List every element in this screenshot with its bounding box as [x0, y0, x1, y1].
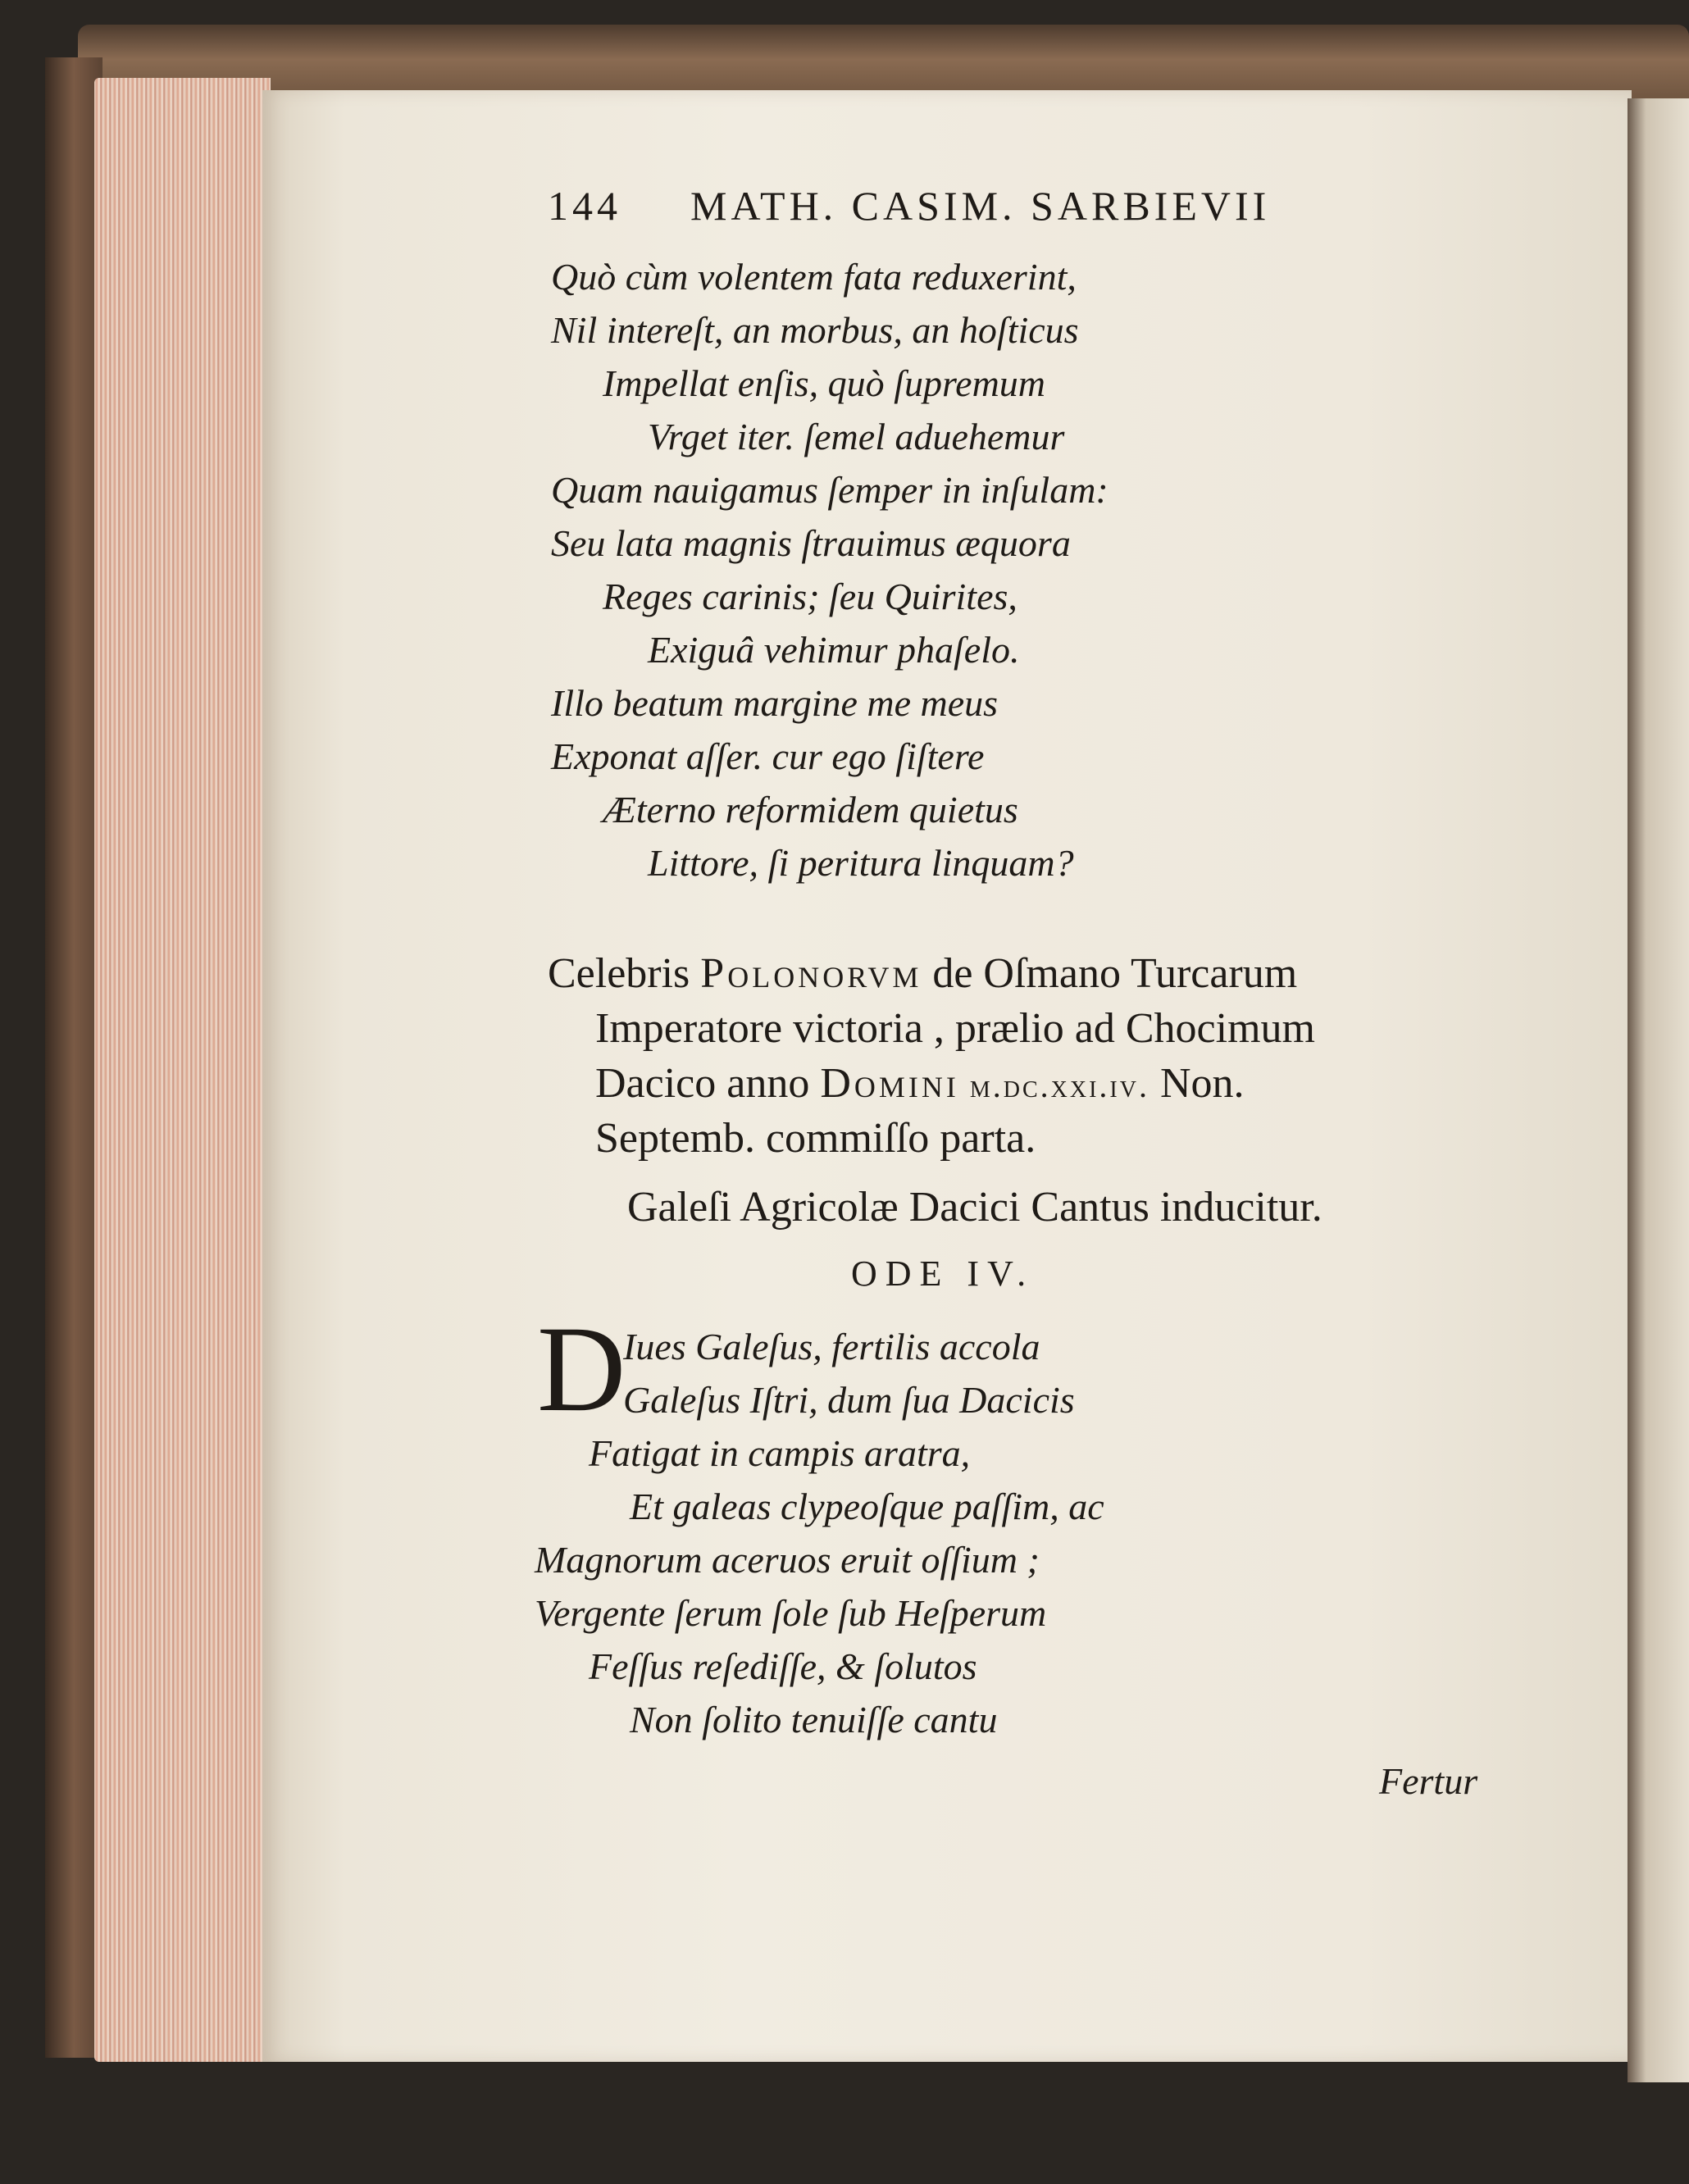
ode-subtitle: Galeſi Agricolæ Dacici Cantus inducitur.: [627, 1184, 1323, 1231]
ode-line: Feſſus reſediſſe, & ſolutos: [589, 1645, 977, 1687]
ode-line: Galeſus Iſtri, dum ſua Dacicis: [623, 1379, 1075, 1421]
verse-line: Æterno reformidem quietus: [603, 789, 1018, 830]
ode-line: Magnorum aceruos eruit oſſium ;: [535, 1539, 1040, 1581]
page-edges: [94, 78, 271, 2062]
title-date: m.dc.xxi.iv.: [958, 1067, 1150, 1104]
ode-line: Iues Galeſus, fertilis accola: [623, 1326, 1040, 1367]
verse-line: Exponat aſſer. cur ego ſiſtere: [551, 735, 985, 777]
ode-label: ODE IV.: [851, 1254, 1035, 1294]
ode-line: Et galeas clypeoſque paſſim, ac: [630, 1486, 1104, 1527]
verse-line: Impellat enſis, quò ſupremum: [603, 362, 1046, 404]
verse-line: Vrget iter. ſemel aduehemur: [648, 416, 1065, 457]
verse-line: Exiguâ vehimur phaſelo.: [648, 629, 1020, 671]
title-text: Dacico anno: [595, 1060, 821, 1107]
ode-title-line-4: Septemb. commiſſo parta.: [595, 1115, 1036, 1162]
verse-line: Nil intereſt, an morbus, an hoſticus: [551, 309, 1079, 351]
title-smallcaps: Domini: [820, 1060, 959, 1107]
ode-line: Fatigat in campis aratra,: [589, 1432, 971, 1474]
page-number: 144: [548, 183, 621, 229]
ode-title-line-1: [548, 947, 1297, 1001]
catchword: Fertur: [1379, 1760, 1478, 1802]
verse-line: Illo beatum margine me meus: [551, 682, 999, 724]
verse-line: Reges carinis; ſeu Quirites,: [603, 576, 1017, 617]
ode-title-line-3: [595, 1057, 1245, 1113]
drop-cap: D: [537, 1301, 626, 1437]
verse-line: Quam nauigamus ſemper in inſulam:: [551, 469, 1109, 511]
verse-line: Seu lata magnis ſtrauimus æquora: [551, 522, 1071, 564]
ode-line: Non ſolito tenuiſſe cantu: [630, 1699, 998, 1740]
title-text: Non.: [1149, 1060, 1245, 1107]
ode-title-line-2: Imperatore victoria , prælio ad Chocimum: [595, 1005, 1315, 1052]
ode-line: Vergente ſerum ſole ſub Heſperum: [535, 1592, 1047, 1634]
title-text: de Oſmano Turcarum: [922, 950, 1298, 997]
title-text: Celebris: [548, 950, 701, 997]
verse-line: Quò cùm volentem fata reduxerint,: [551, 256, 1077, 298]
title-smallcaps: Polonorvm: [700, 950, 922, 997]
running-title: MATH. CASIM. SARBIEVII: [690, 183, 1271, 229]
verse-line: Littore, ſi peritura linquam?: [648, 842, 1074, 884]
facing-page-edge: [1628, 98, 1689, 2082]
